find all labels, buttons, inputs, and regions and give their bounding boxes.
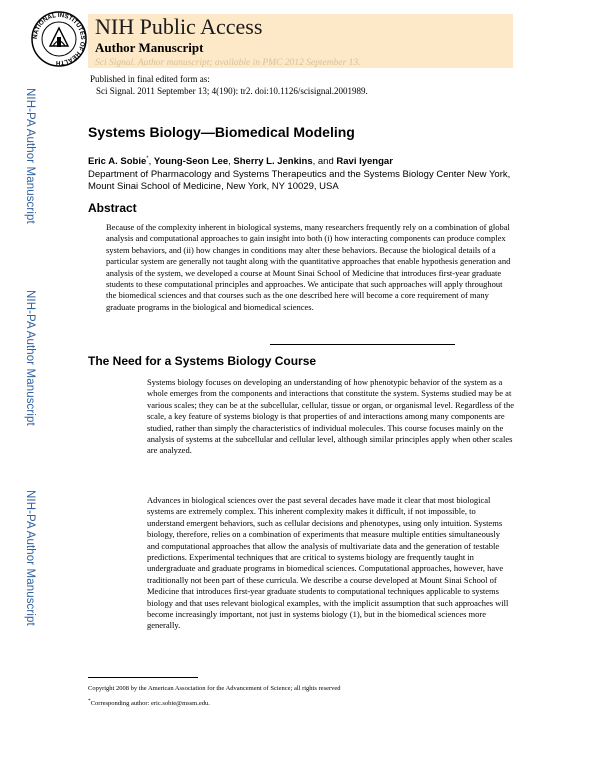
copyright-note: Copyright 2008 by the American Association for the Advancement of Science; all rights reserved	[88, 685, 341, 692]
citation-line: Sci Signal. 2011 September 13; 4(190): tr2. doi:10.1126/scisignal.2001989.	[96, 86, 368, 96]
author-manuscript-label: Author Manuscript	[95, 40, 204, 55]
corresponding-author-text: Corresponding author: eric.sobie@mssm.edu.	[90, 700, 210, 708]
author-name: Sherry L. Jenkins	[233, 156, 313, 168]
side-label-top: NIH-PA Author Manuscript	[24, 88, 36, 224]
availability-note: Sci Signal. Author manuscript; available in PMC 2012 September 13.	[95, 58, 361, 68]
article-title: Systems Biology—Biomedical Modeling	[88, 124, 355, 140]
abstract-heading: Abstract	[88, 201, 137, 215]
author-name: Young-Seon Lee	[153, 156, 229, 168]
footnote-mark: *	[88, 698, 91, 704]
body-paragraph: Advances in biological sciences over the past several decades have made it clear that most biological systems are extremely complex. This inherent complexity makes it difficult, if not impossible, to understand emergent behaviors, such as cellular decisions and phenotypes, using only intuition. Systems biology, therefore, relies on a combination of experiments that measure multiple entities simultaneously and computational approaches that allow the analysis of multivariate data and the generation of testable predictions. Experimental techniques that are critical to systems biology are frequently taught in undergraduate and graduate programs in biomedical sciences. Computational approaches, however, have traditionally not been part of these curricula. We describe a course developed at Mount Sinai School of Medicine that introduces first-year graduate students to computational techniques applicable to systems biology and that uses relevant biological examples, with the implicit assumption that such approaches will become increasingly important, not just in systems biology (1), but in the biomedical sciences more generally.	[147, 495, 509, 631]
section-heading: The Need for a Systems Biology Course	[88, 354, 317, 368]
corresponding-author-note	[88, 697, 210, 708]
body-paragraph: Systems biology focuses on developing an understanding of how phenotypic behavior of the system as a whole emerges from the components and interactions that constitute the system. Systems studied may be at various scales; they can be at the subcellular, cellular, tissue or organ, or organismal level. Regardless of the scale, a key feature of systems biology is that properties of and interactions among many components are studied, rather than simply the characteristics of individual molecules. This course focuses mainly on the analysis of systems at the subcellular and cellular level, although similar principles apply when other scales are analyzed.	[147, 377, 514, 456]
public-access-title: NIH Public Access	[95, 14, 263, 39]
author-separator: ,	[148, 156, 154, 168]
side-label-middle: NIH-PA Author Manuscript	[24, 290, 36, 426]
logo-ring-text: NATIONAL INSTITUTES OF HEALTH	[31, 11, 87, 67]
footnote-divider	[88, 677, 198, 678]
nih-logo	[30, 10, 88, 68]
author-name: Ravi Iyengar	[336, 156, 393, 168]
author-name: Eric A. Sobie	[88, 156, 147, 168]
author-block	[88, 153, 518, 194]
author-list	[88, 153, 518, 169]
abstract-divider	[270, 344, 455, 345]
side-label-bottom: NIH-PA Author Manuscript	[24, 490, 36, 626]
published-label: Published in final edited form as:	[90, 74, 210, 84]
author-separator: ,	[228, 156, 234, 168]
abstract-text: Because of the complexity inherent in biological systems, many researchers frequently rely on a combination of global analysis and computational approaches to gain insight into both (i) how interacting components can produce complex system behaviors, and (ii) how changes in conditions may alter these behaviors. Because the biological details of a particular system are generally not taught along with the quantitative approaches that enable hypothesis generation and analysis of the system, we developed a course at Mount Sinai School of Medicine that introduces first-year graduate students to these computational principles and approaches. We anticipate that such approaches will apply throughout the biomedical sciences and that courses such as the one described here will become a core requirement of many graduate programs in the biological and biomedical sciences.	[106, 222, 511, 312]
author-separator: , and	[312, 156, 337, 168]
corresponding-mark: *	[146, 156, 149, 162]
affiliation: Department of Pharmacology and Systems Therapeutics and the Systems Biology Center New York, Mount Sinai School of Medicine, New York, NY 10029, USA	[88, 168, 511, 193]
